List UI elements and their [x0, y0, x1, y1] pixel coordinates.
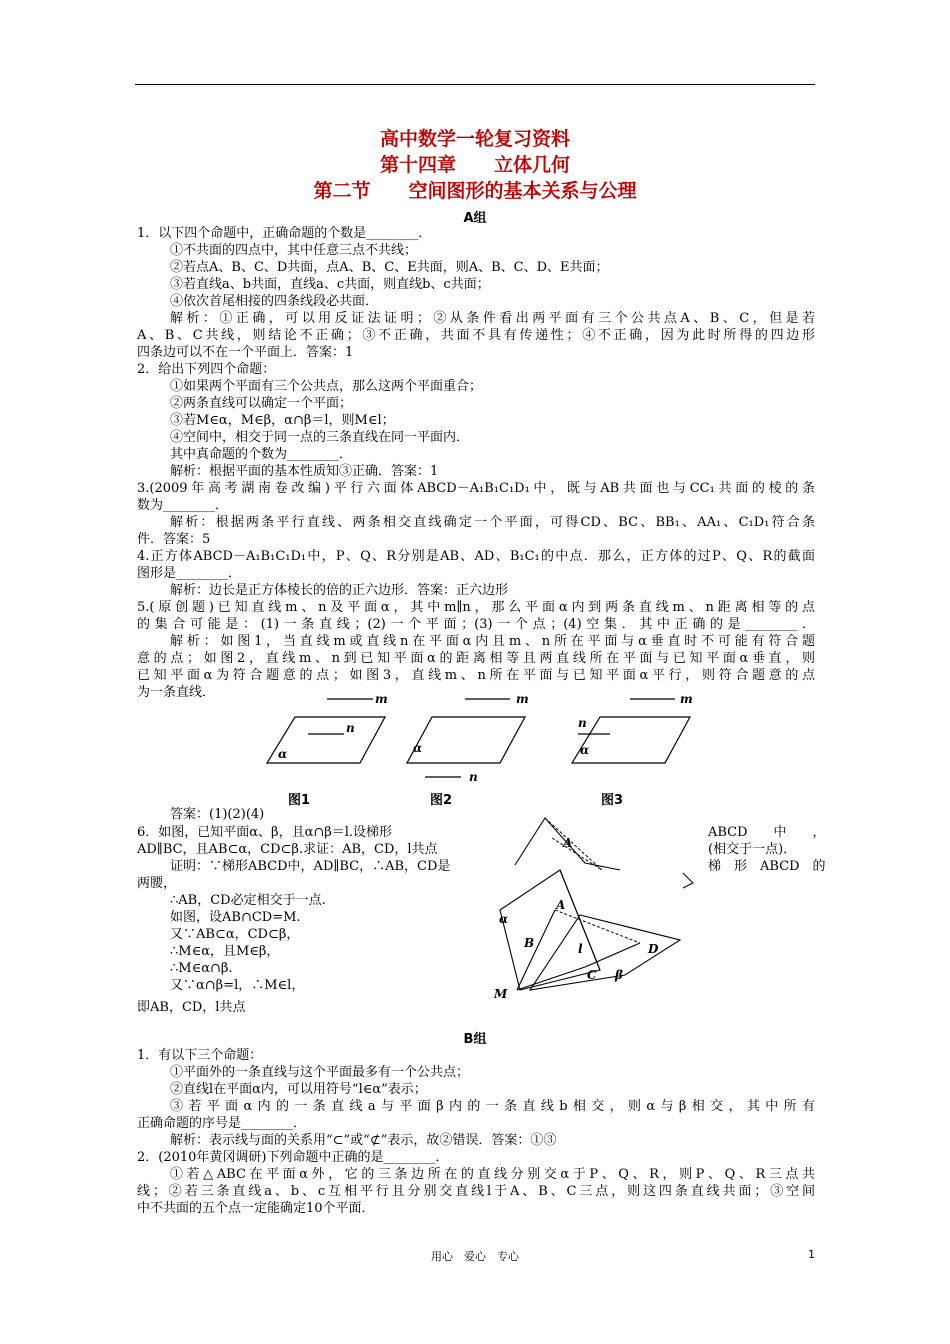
group-b-label: B组 [463, 1032, 487, 1047]
text-line: ∴M∈α∩β. [170, 961, 233, 976]
label-n: n [578, 716, 587, 730]
text-line: ①平面外的一条直线与这个平面最多有一个公共点； [170, 1065, 470, 1080]
footer-text: 用心 爱心 专心 [431, 1250, 519, 1263]
text-line: 四条边可以不在一个平面上．答案：1 [137, 345, 354, 360]
text-line: 5.(原创题)已知直线m、n及平面α，其中m∥n，那么平面α内到两条直线m、n距离相等的点 [137, 600, 815, 615]
label-n: n [469, 770, 478, 784]
text-line: ④依次首尾相接的四条线段必共面． [170, 294, 379, 309]
label-m: m [375, 692, 388, 706]
text-line: 数为________． [137, 498, 229, 513]
header-rule [135, 84, 815, 85]
label-B: B [524, 936, 535, 950]
text-line: 图形是________． [137, 566, 242, 581]
label-A-lower: A [556, 898, 566, 912]
figure-3-diagram [560, 690, 700, 775]
text-line: ③若平面α内的一条直线a与平面β内的一条直线b相交，则α与β相交，其中所有 [170, 1099, 815, 1114]
text-line: 3.(2009年高考湖南卷改编)平行六面体ABCD－A₁B₁C₁D₁中，既与AB共面也与CC₁共面的棱的条 [137, 481, 815, 496]
label-n: n [346, 721, 355, 735]
label-beta: β [615, 968, 623, 982]
text-line: 2．(2010年黄冈调研)下列命题中正确的是________． [137, 1150, 449, 1165]
text-line: ②若点A、B、C、D共面，点A、B、C、E共面，则A、B、C、D、E共面； [170, 260, 609, 275]
page-number: 1 [808, 1248, 815, 1261]
text-line: 的集合可能是：(1)一条直线；(2)一个平面；(3)一个点；(4)空集．其中正确的是________． [137, 617, 815, 632]
text-line: 如图，设AB∩CD=M. [170, 910, 301, 925]
label-m: m [516, 692, 529, 706]
text-line: ②两条直线可以确定一个平面； [170, 396, 353, 411]
text-line: ①如果两个平面有三个公共点，那么这两个平面重合； [170, 379, 483, 394]
text-line: ABCD 中 ， [708, 825, 826, 840]
figure-1-caption: 图1 [288, 793, 311, 808]
figure-3-caption: 图3 [601, 793, 624, 808]
text-line: 解析：①正确，可以用反证法证明；②从条件看出两平面有三个公共点A、B、C，但是若 [170, 311, 815, 326]
text-line: AD∥BC，且AB⊂α，CD⊂β.求证：AB，CD，l共点 [137, 842, 438, 857]
text-line: 正确命题的序号是________． [137, 1116, 307, 1131]
text-line: 解析：根据平面的基本性质知③正确．答案：1 [170, 464, 439, 479]
text-line: ∴AB，CD必定相交于一点. [170, 893, 326, 908]
figure-1-diagram [255, 690, 390, 775]
label-alpha: α [278, 747, 288, 761]
text-line: 线；②若三条直线a、b、c互相平行且分别交直线l于A、B、C三点，则这四条直线共面；③空间 [137, 1184, 815, 1199]
text-line: 已知平面α为符合题意的点；如图3，直线m、n所在平面与已知平面α平行，则符合题意的点 [137, 668, 815, 683]
figure-2-caption: 图2 [430, 793, 453, 808]
text-line: 又∵AB⊂α，CD⊂β， [170, 927, 300, 942]
text-line: ②直线l在平面α内，可以用符号“l∈α”表示； [170, 1082, 427, 1097]
text-line: ③若直线a、b共面，直线a、c共面，则直线b、c共面； [170, 277, 490, 292]
text-line: 1．有以下三个命题： [137, 1048, 263, 1063]
text-line: 2．给出下列四个命题： [137, 362, 276, 377]
text-line: ③若M∈α，M∈β，α∩β＝l，则M∈l； [170, 413, 395, 428]
text-line: 件．答案：5 [137, 532, 211, 547]
text-line: 1．以下四个命题中，正确命题的个数是________． [137, 226, 432, 241]
text-line: 解析：根据两条平行直线、两条相交直线确定一个平面，可得CD、BC、BB₁、AA₁、C₁D₁符合条 [170, 515, 815, 530]
text-line: ④空间中，相交于同一点的三条直线在同一平面内． [170, 430, 470, 445]
label-m: m [680, 692, 693, 706]
text-line: 意的点；如图2，直线m、n到已知平面α的距离相等且两直线所在平面与已知平面α垂直，则 [137, 651, 815, 666]
doc-title: 高中数学一轮复习资料 [379, 128, 570, 150]
text-line: 解析：如图1，当直线m或直线n在平面α内且m、n所在平面与α垂直时不可能有符合题 [170, 634, 815, 649]
chapter-title: 第十四章 立体几何 [379, 154, 570, 176]
label-M: M [494, 987, 508, 1001]
label-alpha: α [499, 912, 509, 926]
label-D: D [648, 942, 659, 956]
text-line: 梯 形 ABCD 的 [708, 859, 826, 874]
text-line: A、B、C共线，则结论不正确；③不正确，共面不具有传递性；④不正确，因为此时所得的四边形 [137, 328, 815, 343]
text-line: 4.正方体ABCD－A₁B₁C₁D₁中，P、Q、R分别是AB、AD、B₁C₁的中点．那么，正方体的过P、Q、R的截面 [137, 549, 815, 564]
text-line: 中不共面的五个点一定能确定10个平面． [137, 1201, 375, 1216]
q5-answer: 答案：(1)(2)(4) [170, 807, 265, 822]
text-line: 解析：表示线与面的关系用“⊂”或“⊄”表示，故②错误．答案：①③ [170, 1133, 557, 1148]
label-l: l [578, 942, 583, 956]
group-a-label: A组 [463, 211, 487, 226]
text-line: 证明：∵梯形ABCD中，AD∥BC，∴AB，CD是 [170, 859, 451, 874]
figure-6-diagram [490, 815, 700, 1005]
text-line: 其中真命题的个数为________． [170, 447, 353, 462]
text-line: ①若△ABC在平面α外，它的三条边所在的直线分别交α于P、Q、R，则P、Q、R三点共 [170, 1167, 815, 1182]
text-line: ①不共面的四点中，其中任意三点不共线； [170, 243, 418, 258]
text-line: (相交于一点)． [708, 842, 797, 857]
text-line: 又∵α∩β=l，∴M∈l， [170, 978, 305, 993]
text-line: 6．如图，已知平面α、β，且α∩β＝l.设梯形 [137, 825, 393, 840]
section-title: 第二节 空间图形的基本关系与公理 [313, 180, 637, 202]
text-line: 即AB，CD，l共点 [137, 1000, 246, 1015]
label-C: C [587, 968, 597, 982]
figure-2-diagram [395, 690, 535, 790]
text-line: 解析：边长是正方体棱长的倍的正六边形．答案：正六边形 [170, 583, 509, 598]
label-alpha: α [580, 743, 590, 757]
text-line: ∴M∈α，且M∈β， [170, 944, 280, 959]
text-line: 为一条直线． [137, 685, 216, 700]
label-alpha: α [413, 741, 423, 755]
label-A: A [563, 836, 573, 850]
text-line: 两腰， [137, 876, 177, 891]
